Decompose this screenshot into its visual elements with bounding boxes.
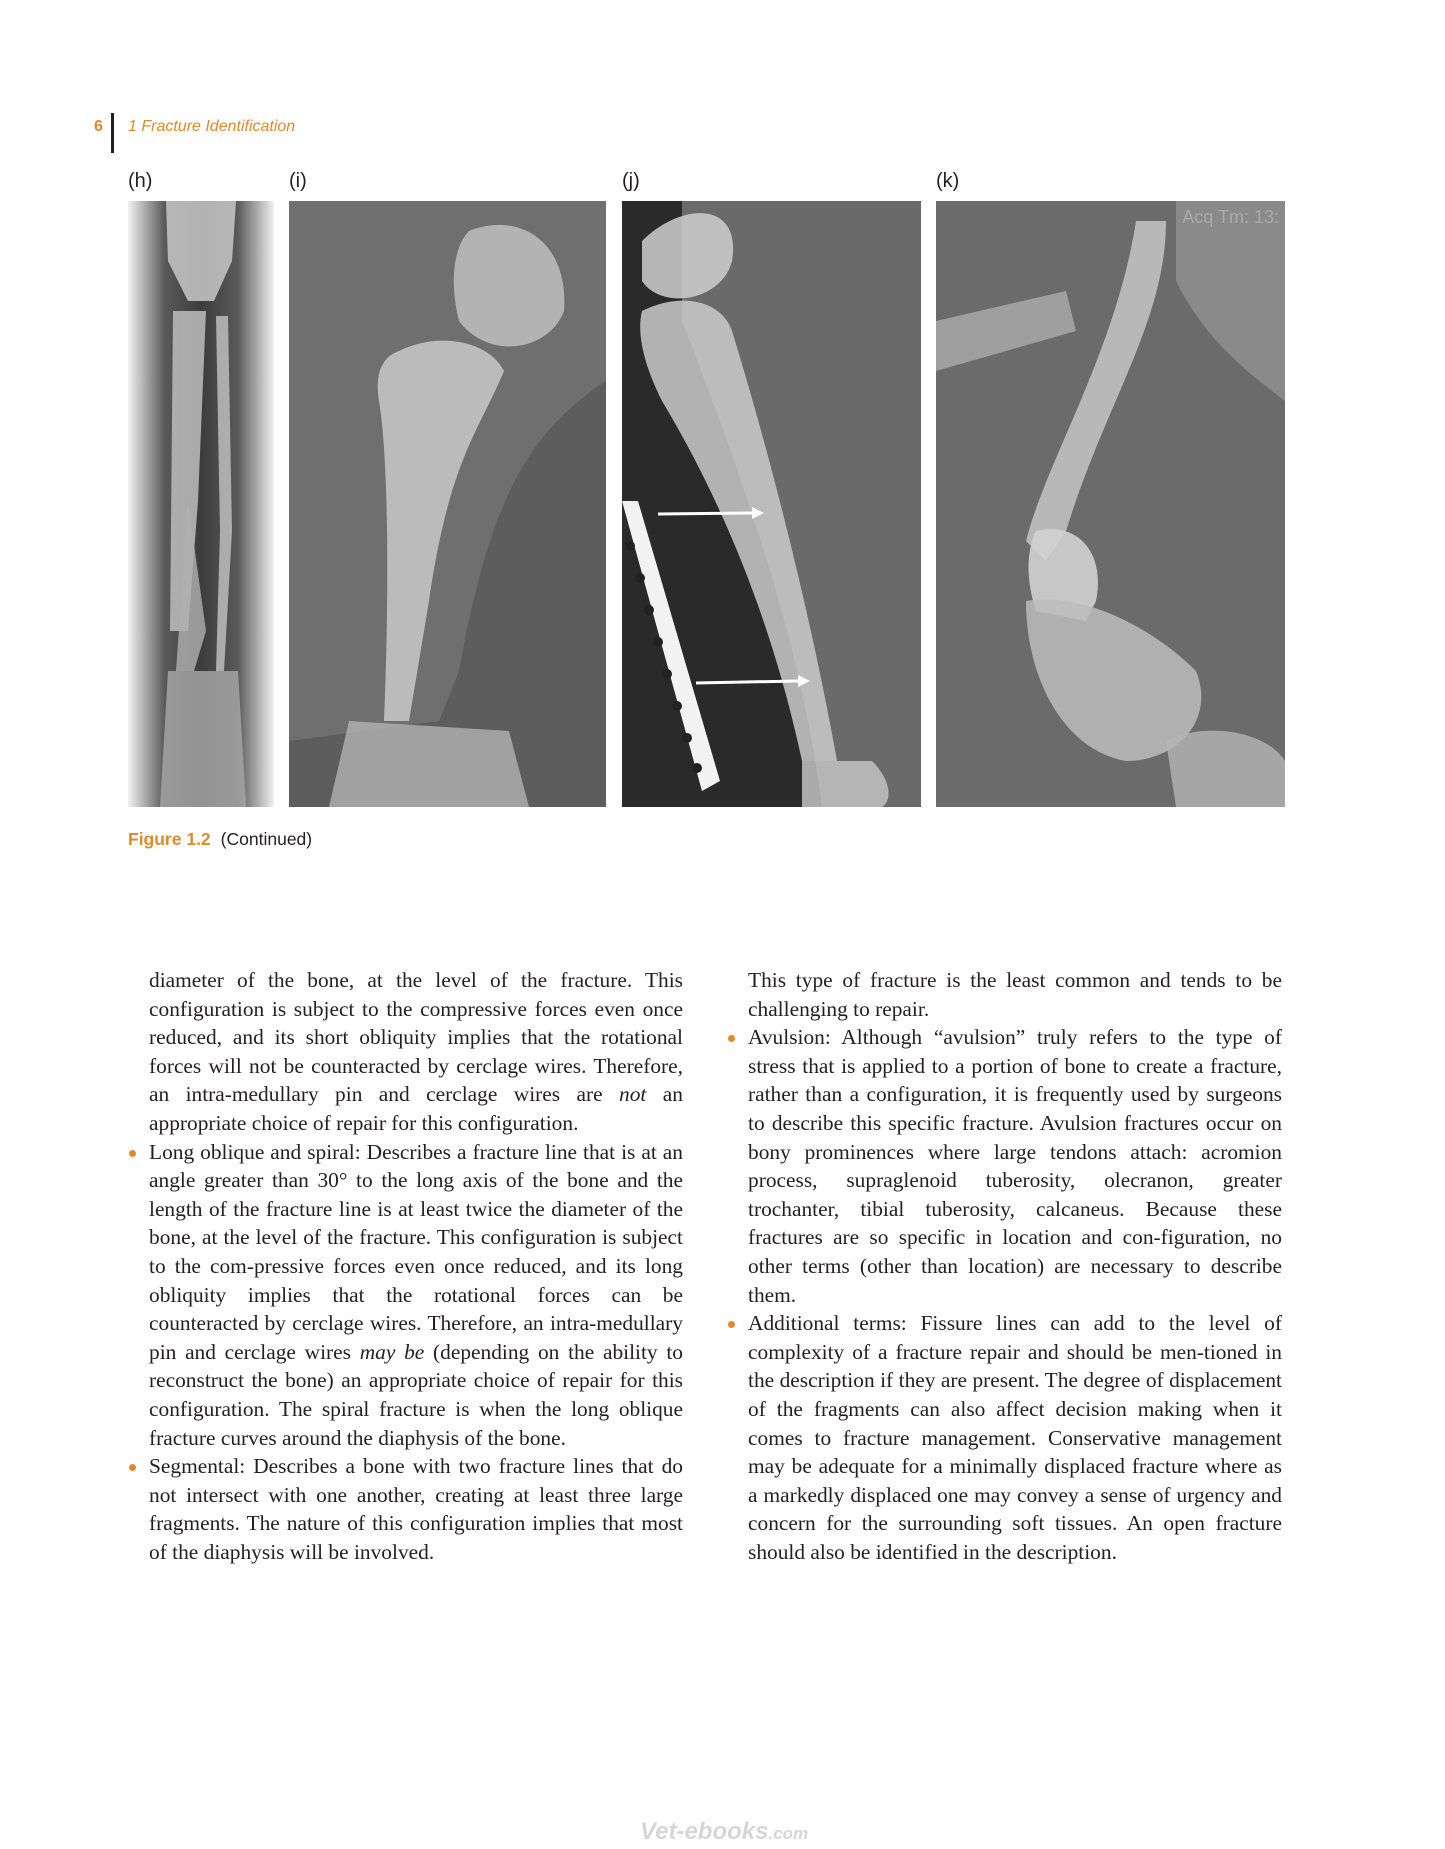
watermark-logo: Vet-ebooks.com bbox=[640, 1818, 809, 1845]
xray-overlay-text: Acq Tm: 13: bbox=[1182, 207, 1279, 227]
bullet-long-oblique: Long oblique and spiral: Describes a fracture line that is at an angle greater than 30° to the long axis of the bone and the length of the fracture line is at least twice the diameter of the bone, at the level of the fracture. This configuration is subject to the com-pressive forces even once reduced, and its long obliquity implies that the rotational forces can be counteracted by cerclage wires. Therefore, an intra-medullary pin and cerclage wires may be (depending on the ability to reconstruct the bone) an appropriate choice of repair for this configuration. The spiral fracture is when the long oblique fracture curves around the diaphysis of the bone. bbox=[149, 1138, 683, 1453]
xray-panel-j bbox=[622, 201, 921, 807]
chapter-title: 1 Fracture Identification bbox=[128, 118, 296, 135]
figure-number: Figure 1.2 bbox=[128, 829, 211, 849]
body-column-right bbox=[748, 966, 1282, 1566]
body-column-left bbox=[149, 966, 683, 1566]
paragraph: diameter of the bone, at the level of the fracture. This configuration is subject to the compressive forces even once reduced, and its short obliquity implies that the rotational forces will not be counteracted by cerclage wires. Therefore, an intra-medullary pin and cerclage wires are not an appropriate choice of repair for this configuration. bbox=[149, 968, 683, 1135]
emphasis: may be bbox=[359, 1339, 425, 1364]
xray-panel-h bbox=[128, 201, 274, 807]
figure-caption bbox=[128, 829, 312, 850]
page-number: 6 bbox=[94, 118, 103, 135]
xray-panel-k bbox=[936, 201, 1285, 807]
bullet-avulsion: Avulsion: Although “avulsion” truly refers to the type of stress that is applied to a portion of bone to create a fracture, rather than a configuration, it is frequently used by surgeons to describe this specific fracture. Avulsion fractures occur on bony prominences where large tendons attach: acromion process, supraglenoid tuberosity, olecranon, greater trochanter, tibial tuberosity, calcaneus. Because these fractures are so specific in location and con-figuration, no other terms (other than location) are necessary to describe them. bbox=[748, 1023, 1282, 1309]
panel-label-i: (i) bbox=[289, 170, 307, 192]
panel-label-h: (h) bbox=[128, 170, 153, 192]
bullet-additional-terms: Additional terms: Fissure lines can add to the level of complexity of a fracture repair and should be men-tioned in the description if they are present. The degree of displacement of the fragments can also affect decision making when it comes to fracture management. Conservative management may be adequate for a minimally displaced fracture where as a markedly displaced one may convey a sense of urgency and concern for the surrounding soft tissues. An open fracture should also be identified in the description. bbox=[748, 1309, 1282, 1566]
panel-label-k: (k) bbox=[936, 170, 960, 192]
plate-holes bbox=[622, 201, 921, 807]
caption-text: (Continued) bbox=[220, 829, 313, 849]
paragraph: This type of fracture is the least common and tends to be challenging to repair. bbox=[748, 968, 1282, 1021]
panel-label-j: (j) bbox=[622, 170, 640, 192]
bullet-segmental: Segmental: Describes a bone with two fracture lines that do not intersect with one another, creating at least three large fragments. The nature of this configuration implies that most of the diaphysis will be involved. bbox=[149, 1452, 683, 1566]
xray-panel-i bbox=[289, 201, 606, 807]
emphasis: not bbox=[619, 1082, 647, 1107]
header-divider bbox=[111, 113, 114, 153]
